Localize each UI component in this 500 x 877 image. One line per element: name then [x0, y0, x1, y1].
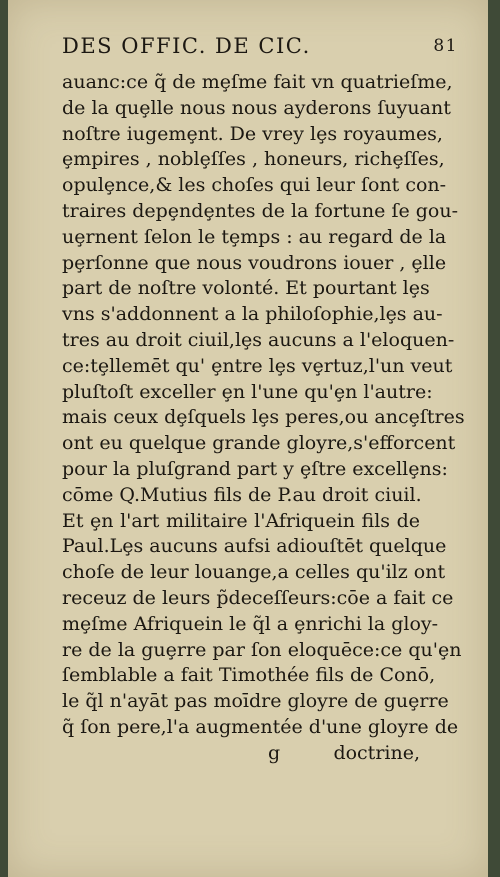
- text-line: mais ceux dȩſquels lȩs peres,ou ancȩſtres: [62, 406, 465, 429]
- text-line: ſemblable a fait Timothée fils de Conō,: [62, 664, 436, 687]
- text-line: pȩrſonne que nous voudrons iouer , ȩlle: [62, 251, 447, 274]
- text-line: noſtre iugemȩnt. De vrey lȩs royaumes,: [62, 122, 443, 145]
- text-line: uȩrnent ſelon le tȩmps : au regard de la: [62, 225, 447, 248]
- text-line: tres au droit ciuil,lȩs aucuns a l'eloquen-: [62, 328, 455, 351]
- text-line: part de noſtre volonté. Et pourtant lȩs: [62, 277, 430, 300]
- book-page: [8, 0, 488, 877]
- text-line: q̃ ſon pere,l'a augmentée d'une gloyre de: [62, 715, 459, 738]
- page-number: 81: [433, 36, 458, 56]
- catchword: doctrine,: [333, 742, 420, 764]
- text-line: re de la guȩrre par ſon eloquēce:ce qu'ȩn: [62, 638, 462, 661]
- running-header: [62, 34, 462, 62]
- text-line: auanc:ce q̃ de mȩſme fait vn quatrieſme,: [62, 71, 453, 93]
- text-line: Et ȩn l'art militaire l'Afriquein fils de: [62, 509, 420, 532]
- signature-mark: g: [268, 742, 281, 764]
- text-line: ȩmpires , noblȩſſes , honeurs, richȩſſes,: [62, 148, 445, 171]
- text-line: opulȩnce,& les choſes qui leur ſont con-: [62, 174, 447, 197]
- text-line: choſe de leur louange,a celles qu'ilz ont: [62, 561, 446, 584]
- text-line: ce:tȩllemēt qu' ȩntre lȩs vȩrtuz,l'un veut: [62, 354, 453, 377]
- text-line: vns s'addonnent a la philoſophie,lȩs au-: [62, 303, 443, 326]
- text-line: le q̃l n'ayāt pas moīdre gloyre de guȩrre: [62, 690, 449, 713]
- text-line: receuz de leurs p̃deceſſeurs:cōe a fait ce: [62, 586, 454, 609]
- text-line: de la quȩlle nous nous ayderons ſuyuant: [62, 96, 451, 119]
- text-line: mȩſme Afriquein le q̃l a ȩnrichi la gloy-: [62, 612, 439, 635]
- running-title: DES OFFIC. DE CIC.: [62, 34, 311, 58]
- text-line: Paul.Lȩs aucuns aufsi adiouſtēt quelque: [62, 535, 447, 558]
- page-footer: [62, 742, 420, 768]
- text-line: cōme Q.Mutius fils de P.au droit ciuil.: [62, 483, 422, 506]
- text-line: pour la pluſgrand part y ȩſtre excellȩns:: [62, 457, 448, 480]
- text-line: pluſtoſt exceller ȩn l'une qu'ȩn l'autre:: [62, 380, 433, 403]
- text-line: ont eu quelque grande gloyre,s'efforcent: [62, 432, 456, 455]
- body-text: [62, 70, 465, 741]
- text-line: traires depȩndȩntes de la fortune ſe gou-: [62, 199, 459, 222]
